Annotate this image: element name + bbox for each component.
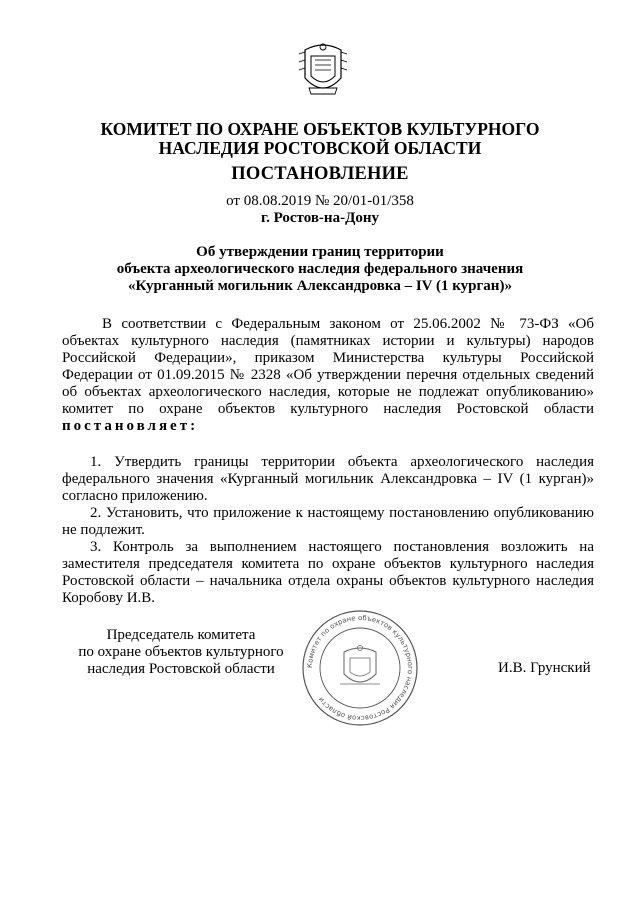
organization-name: [0, 120, 640, 158]
decree-item: 1. Утвердить границы территории объекта археологического наследия федерального значения «Курганный могильник Александровка – IV (1 курган)» согласно приложению.: [62, 454, 594, 504]
decree-item: 2. Установить, что приложение к настоящему постановлению опубликованию не подлежит.: [62, 505, 594, 538]
coat-of-arms-emblem: [297, 38, 349, 100]
org-line-1: КОМИТЕТ ПО ОХРАНЕ ОБЪЕКТОВ КУЛЬТУРНОГО: [100, 119, 540, 139]
document-subject: [0, 244, 640, 295]
decree-word: постановляет:: [62, 418, 199, 434]
document-type: ПОСТАНОВЛЕНИЕ: [231, 164, 409, 184]
subject-line-1: Об утверждении границ территории: [196, 244, 444, 260]
subject-line-2: объекта археологического наследия федерального значения: [116, 261, 524, 277]
decree-item: 3. Контроль за выполнением настоящего постановления возложить на заместителя председателя комитета по охране объектов культурного наследия Ростовской области – начальника отдела охраны объектов культурного наследия Коробову И.В.: [62, 539, 594, 606]
position-line-1: Председатель комитета: [106, 627, 256, 643]
position-line-2: по охране объектов культурного: [78, 644, 284, 660]
signatory-name: И.В. Грунский: [498, 660, 591, 676]
decree-items: [62, 454, 594, 607]
preamble-paragraph: [62, 316, 594, 435]
position-line-3: наследия Ростовской области: [87, 661, 275, 677]
official-seal-stamp: [300, 608, 420, 728]
document-date-number: от 08.08.2019 № 20/01-01/358: [226, 193, 414, 209]
org-line-2: НАСЛЕДИЯ РОСТОВСКОЙ ОБЛАСТИ: [158, 138, 482, 158]
subject-line-3: «Курганный могильник Александровка – IV (1 курган)»: [128, 278, 512, 294]
preamble-text: В соответствии с Федеральным законом от 25.06.2002 № 73-ФЗ «Об объектах культурного наследия (памятниках истории и культуры) народов Российской Федерации», приказом Министерства культуры Российской Федерации от 01.09.2015 № 2328 «Об утверждении перечня отдельных сведений об объектах археологического наследия, которые не подлежат опубликованию» комитет по охране объектов культурного наследия Ростовской области: [62, 316, 594, 417]
svg-text:Комитет по охране объектов кул: Комитет по охране объектов культурного наследия Ростовской области: [305, 613, 415, 723]
document-city: г. Ростов-на-Дону: [260, 210, 380, 226]
signatory-position: [62, 627, 300, 678]
